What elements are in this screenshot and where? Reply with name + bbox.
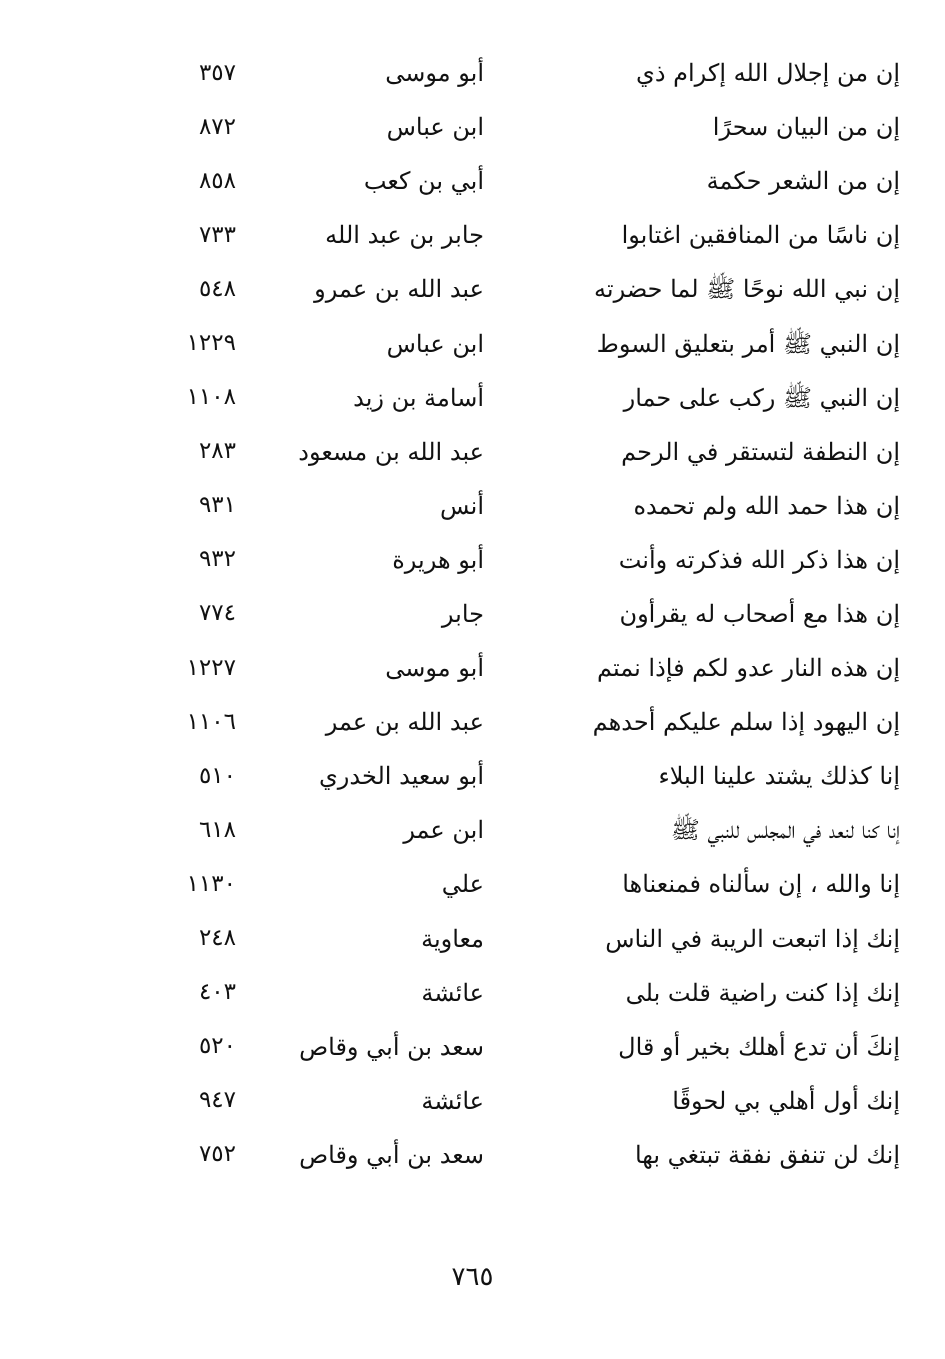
hadith-text: إن هذا حمد الله ولم تحمده — [633, 491, 900, 520]
narrator-name: عائشة — [421, 1086, 484, 1115]
narrator-name: علي — [441, 870, 484, 899]
index-row — [100, 1020, 900, 1074]
page-reference: ١١٠٦ — [186, 708, 236, 735]
hadith-index-table — [100, 46, 900, 1182]
hadith-text: إن نبي الله نوحًا ﷺ لما حضرته — [594, 275, 900, 304]
page-reference: ٧٣٣ — [198, 221, 236, 248]
page-reference: ١٢٢٧ — [186, 654, 236, 681]
narrator-name: عبد الله بن عمر — [325, 708, 484, 737]
index-row — [100, 587, 900, 641]
hadith-text: إن النبي ﷺ أمر بتعليق السوط — [596, 329, 900, 358]
page-reference: ٣٥٧ — [198, 59, 236, 86]
hadith-text: إنك لن تنفق نفقة تبتغي بها — [634, 1140, 900, 1169]
page-reference: ٩٤٧ — [198, 1087, 236, 1114]
page-reference: ٥١٠ — [198, 762, 236, 789]
hadith-text: إن هذا ذكر الله فذكرته وأنت — [618, 545, 900, 574]
index-row — [100, 1074, 900, 1128]
page-reference: ٥٢٠ — [198, 1033, 236, 1060]
narrator-name: سعد بن أبي وقاص — [299, 1140, 484, 1169]
index-row — [100, 208, 900, 262]
page-reference: ٢٤٨ — [198, 925, 236, 952]
narrator-name: عبد الله بن مسعود — [298, 437, 484, 466]
page-reference: ٥٤٨ — [198, 275, 236, 302]
page-reference: ٧٥٢ — [198, 1141, 236, 1168]
narrator-name: ابن عباس — [386, 329, 484, 358]
narrator-name: سعد بن أبي وقاص — [299, 1032, 484, 1061]
page-reference: ١١٣٠ — [186, 870, 236, 897]
index-row — [100, 371, 900, 425]
page-reference: ٩٣٢ — [198, 546, 236, 573]
index-row — [100, 966, 900, 1020]
narrator-name: أبو هريرة — [392, 545, 484, 574]
page-reference: ١٢٢٩ — [186, 330, 236, 357]
hadith-text: إن النطفة لتستقر في الرحم — [621, 437, 900, 466]
index-row — [100, 425, 900, 479]
index-row — [100, 1128, 900, 1182]
index-row — [100, 695, 900, 749]
narrator-name: معاوية — [421, 924, 484, 953]
page-reference: ٢٨٣ — [198, 438, 236, 465]
page-number: ٧٦٥ — [451, 1262, 494, 1292]
hadith-text: إن اليهود إذا سلم عليكم أحدهم — [592, 708, 900, 737]
narrator-name: عبد الله بن عمرو — [314, 275, 484, 304]
index-row — [100, 803, 900, 857]
hadith-text: إنكَ أن تدع أهلك بخير أو قال — [618, 1032, 900, 1061]
narrator-name: جابر بن عبد الله — [325, 221, 484, 250]
index-row — [100, 46, 900, 100]
index-row — [100, 154, 900, 208]
hadith-text: إن من إجلال الله إكرام ذي — [636, 59, 900, 88]
narrator-name: أبو سعيد الخدري — [319, 762, 484, 791]
page-reference: ٧٧٤ — [198, 600, 236, 627]
hadith-text: إن هذه النار عدو لكم فإذا نمتم — [597, 654, 900, 683]
narrator-name: أسامة بن زيد — [353, 383, 484, 412]
index-row — [100, 749, 900, 803]
narrator-name: أبي بن كعب — [363, 167, 484, 196]
index-row — [100, 262, 900, 316]
hadith-text: إن النبي ﷺ ركب على حمار — [623, 383, 900, 412]
hadith-text: إن من الشعر حكمة — [706, 167, 900, 196]
hadith-text: إنك إذا كنت راضية قلت بلى — [625, 978, 900, 1007]
index-row — [100, 857, 900, 911]
page-reference: ٩٣١ — [198, 492, 236, 519]
page-reference: ١١٠٨ — [186, 384, 236, 411]
hadith-text: إن هذا مع أصحاب له يقرأون — [619, 599, 900, 628]
index-row — [100, 533, 900, 587]
narrator-name: أبو موسى — [385, 654, 484, 683]
narrator-name: أنس — [440, 491, 484, 520]
index-row — [100, 641, 900, 695]
hadith-text: إنا والله ، إن سألناه فمنعناها — [622, 870, 900, 899]
page-reference: ٦١٨ — [198, 816, 236, 843]
hadith-text: إنا كنا لنعد في المجلس للنبي ﷺ — [670, 816, 900, 845]
narrator-name: ابن عمر — [403, 816, 484, 845]
page-reference: ٨٥٨ — [198, 167, 236, 194]
narrator-name: ابن عباس — [386, 113, 484, 142]
hadith-text: إن ناسًا من المنافقين اغتابوا — [621, 221, 900, 250]
page-reference: ٨٧٢ — [198, 113, 236, 140]
page-reference: ٤٠٣ — [198, 979, 236, 1006]
index-row — [100, 100, 900, 154]
hadith-text: إن من البيان سحرًا — [712, 113, 900, 142]
narrator-name: جابر — [441, 599, 484, 628]
index-row — [100, 479, 900, 533]
hadith-text: إنك إذا اتبعت الريبة في الناس — [605, 924, 900, 953]
narrator-name: عائشة — [421, 978, 484, 1007]
narrator-name: أبو موسى — [385, 59, 484, 88]
index-row — [100, 316, 900, 370]
index-row — [100, 912, 900, 966]
hadith-text: إنك أول أهلي بي لحوقًا — [672, 1086, 900, 1115]
hadith-text: إنا كذلك يشتد علينا البلاء — [658, 762, 900, 791]
